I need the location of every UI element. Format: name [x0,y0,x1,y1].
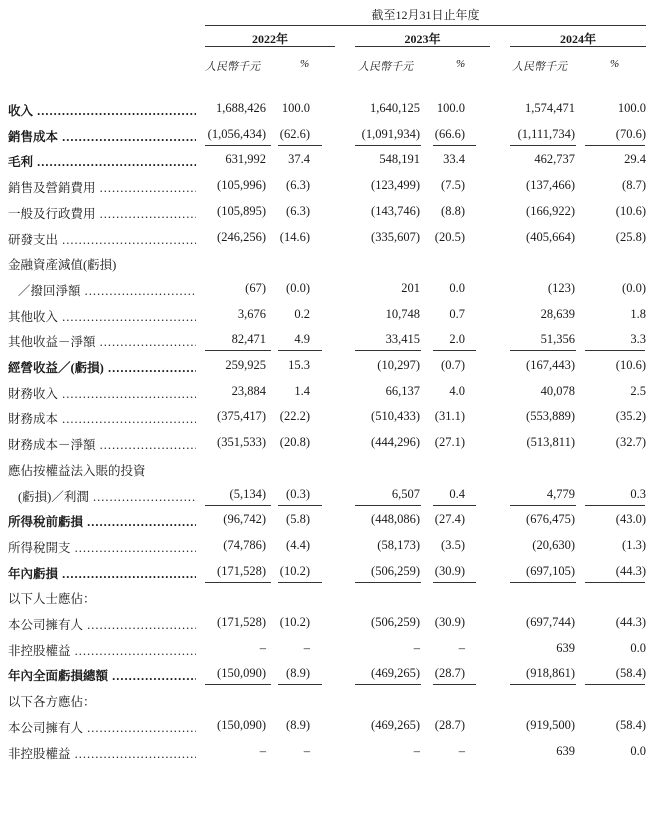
row-label: ／撥回淨額 ..... [18,281,196,299]
total-rule [205,582,271,583]
table-row [0,278,660,303]
row-value: (27.4) [434,512,465,527]
row-value: (1,091,934) [361,126,420,141]
row-value: 10,748 [385,306,420,321]
row-value: (27.1) [434,435,465,450]
table-row [0,509,660,534]
table-row [0,484,660,509]
row-value: (1,111,734) [517,126,575,141]
row-value: 639 [556,640,575,655]
row-value: (8.9) [286,666,310,681]
unit-pct-2023: % [456,58,466,70]
table-row [0,381,660,406]
total-rule [205,350,271,351]
row-value: 28,639 [540,306,575,321]
row-label: 年內虧損 ..... [8,564,196,582]
total-rule [433,350,476,351]
row-value: (375,417) [217,409,266,424]
total-rule [278,350,322,351]
row-value: (8.8) [441,203,465,218]
unit-pct-2022: % [300,58,310,70]
row-value: (137,466) [526,178,575,193]
row-value: (74,786) [223,537,266,552]
row-value: (0.7) [441,358,465,372]
unit-amount-2022: 人民幣千元 [205,61,260,73]
total-rule [205,505,271,506]
row-label: 應佔按權益法入賬的投資 [8,463,146,478]
row-value: (67) [245,280,266,295]
row-value: (20.8) [279,435,310,450]
row-label: 一般及行政費用 ..... [8,204,196,222]
row-value: (28.7) [434,717,465,732]
row-label: 收入 ..... [8,101,196,119]
total-rule [205,684,271,685]
total-rule [510,505,576,506]
row-label: 其他收入 ..... [8,307,196,325]
year-2024: 2024年 [559,32,596,46]
total-rule [433,582,476,583]
row-value: (105,996) [217,178,266,193]
row-value: (25.8) [615,229,646,244]
row-value: (44.3) [615,615,646,629]
row-value: (66.6) [434,126,465,141]
total-rule [433,145,476,146]
total-rule [510,350,576,351]
row-value: (0.0) [286,280,310,295]
table-row [0,741,660,766]
row-value: (697,105) [526,563,575,578]
total-rule [585,684,645,685]
row-value: (444,296) [371,435,420,450]
row-value: (150,090) [217,717,266,732]
row-label: 毛利 ..... [8,152,196,170]
table-row [0,561,660,586]
row-value: (10,297) [377,358,420,372]
row-value: (3.5) [441,537,465,552]
row-value: (510,433) [371,409,420,424]
row-value: (7.5) [441,178,465,193]
row-value: (14.6) [279,229,310,244]
row-value: (553,889) [526,409,575,424]
row-value: (123) [547,280,575,295]
row-value: (8.7) [622,178,646,193]
row-value: (1,056,434) [207,126,266,141]
table-row [0,98,660,123]
row-value: 259,925 [225,358,266,372]
row-value: (8.9) [286,717,310,732]
total-rule [205,145,271,146]
total-rule [278,684,322,685]
row-label: 財務成本 ..... [8,409,196,427]
table-row [0,689,660,714]
year-2022: 2022年 [251,32,288,46]
row-value: 4.9 [294,332,310,347]
row-label: 財務成本－淨額 ..... [8,435,196,453]
row-value: – [458,640,465,655]
row-value: (676,475) [526,512,575,527]
row-value: (6.3) [286,178,310,193]
row-value: 462,737 [534,152,575,167]
row-value: 0.7 [449,306,465,321]
row-value: (43.0) [615,512,646,527]
row-value: 639 [556,743,575,758]
row-value: – [303,743,310,758]
total-rule [510,684,576,685]
table-row [0,227,660,252]
total-rule [510,145,576,146]
row-value: – [303,640,310,655]
total-rule [585,582,645,583]
row-value: (58.4) [615,717,646,732]
row-value: (22.2) [279,409,310,424]
row-value: – [413,743,420,758]
row-value: 201 [401,280,420,295]
table-row [0,252,660,277]
row-value: 23,884 [231,383,266,398]
table-row [0,535,660,560]
table-row [0,124,660,149]
row-value: – [458,743,465,758]
row-value: (448,086) [371,512,420,527]
row-label: 其他收益－淨額 ..... [8,332,196,350]
table-row [0,432,660,457]
total-rule [278,505,322,506]
row-value: – [259,743,266,758]
total-rule [433,684,476,685]
row-value: 82,471 [231,332,266,347]
row-label: 銷售及營銷費用 ..... [8,178,196,196]
table-row [0,175,660,200]
row-value: (10.2) [279,615,310,629]
row-value: 29.4 [624,152,646,167]
row-value: (1.3) [622,537,646,552]
row-value: (20.5) [434,229,465,244]
row-value: 1,574,471 [525,101,575,115]
row-value: 0.0 [630,743,646,758]
row-value: 15.3 [288,358,310,372]
row-value: 40,078 [540,383,575,398]
row-value: (469,265) [371,666,420,681]
table-row [0,329,660,354]
row-value: 100.0 [281,101,310,115]
total-rule [433,505,476,506]
row-value: (150,090) [217,666,266,681]
table-row [0,612,660,637]
row-value: (4.4) [286,537,310,552]
row-value: 2.5 [630,383,646,398]
year-rule-2022 [205,46,335,47]
row-value: 1.4 [294,383,310,398]
total-rule [585,145,645,146]
row-value: 33.4 [443,152,465,167]
row-value: 33,415 [385,332,420,347]
row-label: (虧損)／利潤 ..... [18,487,196,505]
row-value: (30.9) [434,615,465,629]
row-value: 4,779 [546,486,575,501]
row-value: 631,992 [225,152,266,167]
total-rule [510,582,576,583]
table-row [0,715,660,740]
row-value: (58.4) [615,666,646,681]
year-rule-2023 [355,46,490,47]
total-rule [355,505,421,506]
row-value: 1.8 [630,306,646,321]
table-row [0,458,660,483]
row-value: (5.8) [286,512,310,527]
year-rule-2024 [510,46,646,47]
row-value: (10.2) [279,563,310,578]
row-value: 0.2 [294,306,310,321]
unit-pct-2024: % [610,58,620,70]
row-value: 0.0 [630,640,646,655]
table-row [0,638,660,663]
row-label: 銷售成本 ..... [8,127,196,145]
row-value: 0.0 [449,280,465,295]
row-value: (0.3) [286,486,310,501]
total-rule [278,145,322,146]
row-value: (35.2) [615,409,646,424]
row-label: 財務收入 ..... [8,384,196,402]
row-value: (20,630) [532,537,575,552]
row-value: 0.3 [630,486,646,501]
row-value: (506,259) [371,615,420,629]
row-value: (697,744) [526,615,575,629]
row-value: (5,134) [229,486,266,501]
row-value: 3.3 [630,332,646,347]
row-value: (31.1) [434,409,465,424]
row-value: 1,688,426 [216,101,266,115]
row-value: (58,173) [377,537,420,552]
row-value: (351,533) [217,435,266,450]
row-value: (918,861) [526,666,575,681]
row-label: 以下人士應佔： [8,592,96,607]
row-value: (335,607) [371,229,420,244]
row-value: (246,256) [217,229,266,244]
row-value: (167,443) [526,358,575,372]
row-label: 研發支出 ..... [8,230,196,248]
row-value: (32.7) [615,435,646,450]
total-rule [355,145,421,146]
row-label: 金融資產減值(虧損) [8,258,117,273]
row-label: 經營收益／(虧損) ..... [8,358,196,376]
row-value: 0.4 [449,486,465,501]
row-value: (166,922) [526,203,575,218]
row-value: 1,640,125 [370,101,420,115]
row-value: 4.0 [449,383,465,398]
row-label: 所得稅前虧損 ..... [8,512,196,530]
row-value: 51,356 [540,332,575,347]
row-label: 年內全面虧損總額 ..... [8,666,196,684]
table-row [0,304,660,329]
unit-amount-2024: 人民幣千元 [512,61,567,73]
row-value: (28.7) [434,666,465,681]
total-rule [585,350,645,351]
row-value: (506,259) [371,563,420,578]
row-value: 37.4 [288,152,310,167]
row-label: 本公司擁有人 ..... [8,615,196,633]
total-rule [585,505,645,506]
table-row [0,355,660,380]
row-value: 66,137 [385,383,420,398]
row-value: (6.3) [286,203,310,218]
row-value: (469,265) [371,717,420,732]
table-row [0,406,660,431]
row-value: 548,191 [379,152,420,167]
row-value: (62.6) [279,126,310,141]
row-value: 2.0 [449,332,465,347]
row-value: 100.0 [436,101,465,115]
row-value: (10.6) [615,203,646,218]
row-value: (30.9) [434,563,465,578]
table-row [0,201,660,226]
row-value: (105,895) [217,203,266,218]
total-rule [355,582,421,583]
row-value: (44.3) [615,563,646,578]
total-rule [355,350,421,351]
row-value: – [259,640,266,655]
row-label: 以下各方應佔： [8,695,96,710]
table-row [0,663,660,688]
unit-amount-2023: 人民幣千元 [358,61,413,73]
row-value: (123,499) [371,178,420,193]
total-rule [355,684,421,685]
row-value: (70.6) [615,126,646,141]
row-value: – [413,640,420,655]
row-value: (10.6) [615,358,646,372]
period-title: 截至12月31日止年度 [371,8,480,22]
row-label: 非控股權益 ..... [8,744,196,762]
row-value: 6,507 [391,486,420,501]
row-value: (0.0) [622,280,646,295]
row-value: (143,746) [371,203,420,218]
row-value: (405,664) [526,229,575,244]
row-value: (96,742) [223,512,266,527]
row-value: (171,528) [217,563,266,578]
row-label: 所得稅開支 ..... [8,538,196,556]
row-value: 3,676 [237,306,266,321]
row-value: (171,528) [217,615,266,629]
row-label: 本公司擁有人 ..... [8,718,196,736]
total-rule [278,582,322,583]
row-label: 非控股權益 ..... [8,641,196,659]
period-rule [205,25,646,26]
year-2023: 2023年 [404,32,441,46]
row-value: (513,811) [526,435,575,450]
row-value: (919,500) [526,717,575,732]
table-row [0,586,660,611]
row-value: 100.0 [617,101,646,115]
table-row [0,149,660,174]
